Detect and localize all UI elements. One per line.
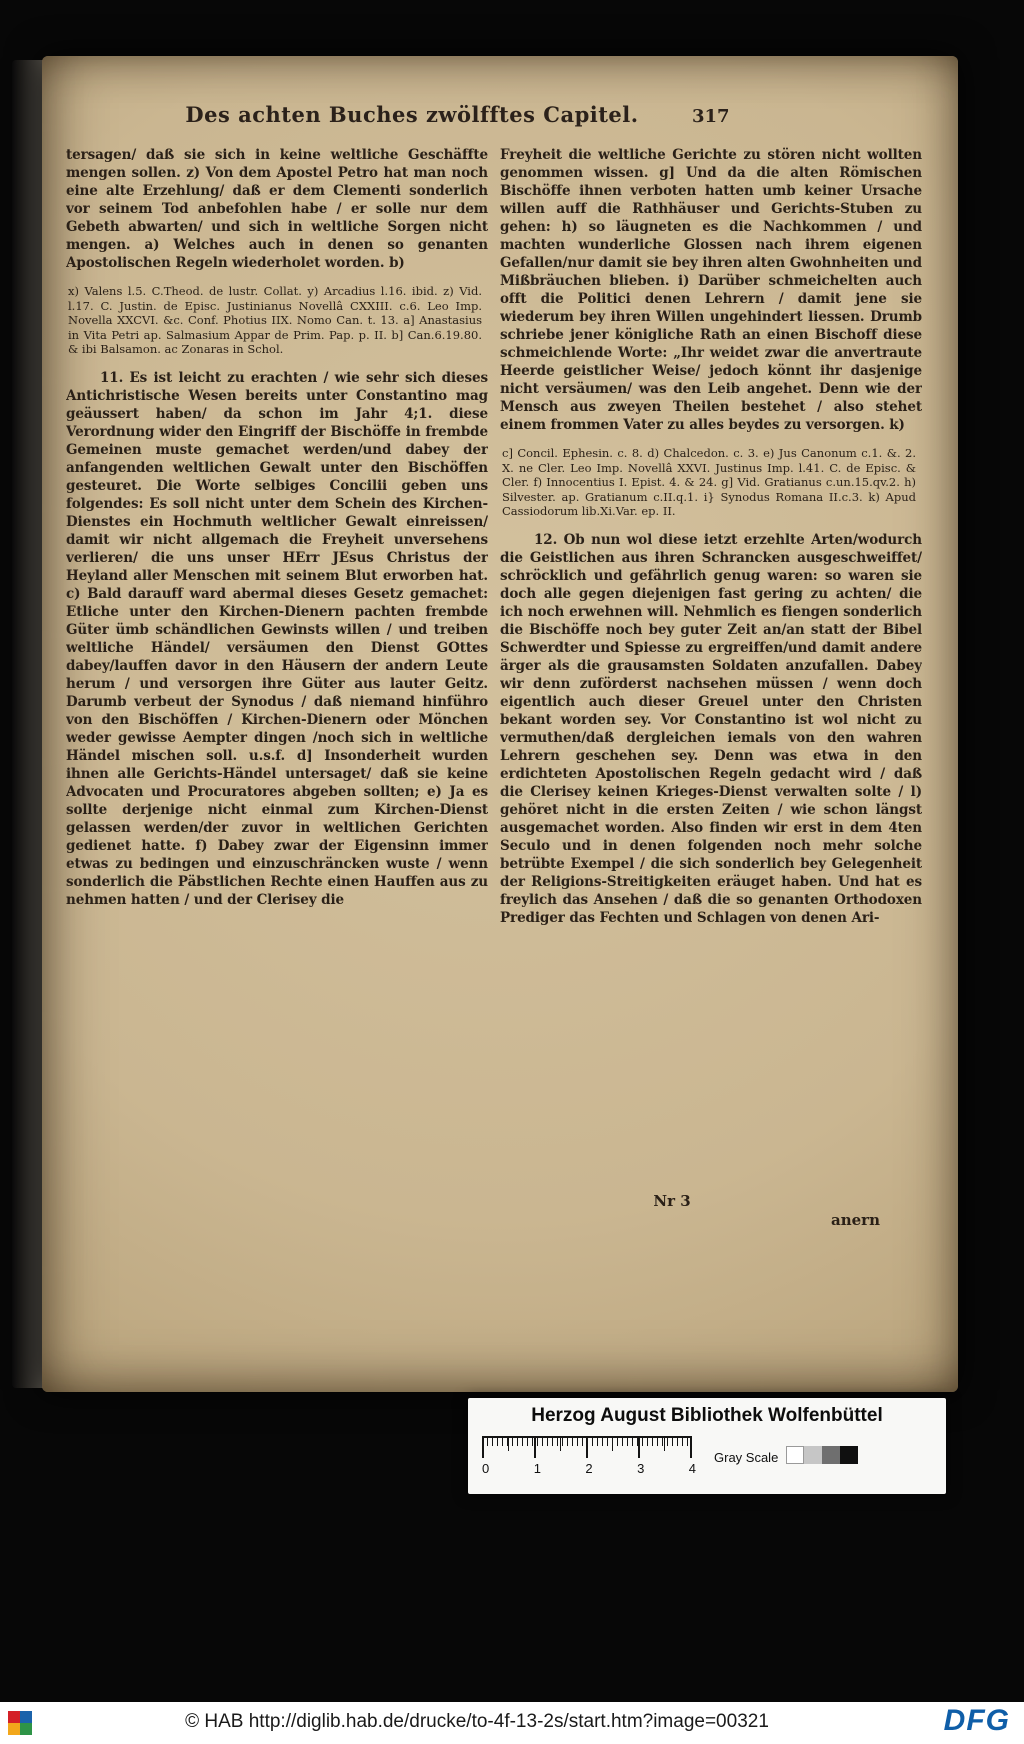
ruler-ticks	[482, 1436, 692, 1460]
gray-scale-swatches	[786, 1446, 858, 1464]
library-name: Herzog August Bibliothek Wolfenbüttel	[531, 1405, 883, 1426]
hab-logo-icon	[8, 1711, 32, 1735]
right-text-column	[500, 146, 922, 1198]
ruler-number: 0	[482, 1461, 490, 1476]
measurement-ruler	[482, 1436, 696, 1476]
library-reference-card	[468, 1398, 946, 1494]
gray-swatch	[786, 1446, 804, 1464]
gray-swatch	[804, 1446, 822, 1464]
gray-swatch	[840, 1446, 858, 1464]
footnote-block: c] Concil. Ephesin. c. 8. d) Chalcedon. c. 3. e) Jus Canonum c.1. &. 2. X. ne Cler. Leo Imp. Novellâ XXVI. Justinus Imp. l.41. C. de Episc. & Cler. f) Innocentius I. Epist. 4. & 24. g] Vid. Gratianus c.un.15.qv.2. h) Silvester. ap. Gratianum c.II.q.1. i} Synodus Romana II.c.3. k) Apud Cassiodorum lib.Xi.Var. ep. II.	[502, 446, 916, 518]
ruler-number: 4	[688, 1461, 696, 1476]
gray-scale-label: Gray Scale	[714, 1450, 779, 1465]
paragraph-section-12: 12. Ob nun wol diese ietzt erzehlte Arten/wodurch die Geistlichen aus ihren Schrancken ausgeschweiffet/ schröcklich und gefährlich genug waren: so waren sie doch alle gegen diejenigen fast gering zu achten/ die ich noch erwehnen will. Nehmlich es fiengen sonderlich die Bischöffe noch bey guter Zeit an/an statt der Bibel Schwerdter und Spiesse zu ergreiffen/und damit andere ärger als die grausamsten Soldaten anzufallen. Dabey wir denn zuförderst nachsehen müssen / wenn doch eigentlich auch dieser Greuel unter den Christen bekant worden sey. Vor Constantino ist wol nicht zu vermuthen/daß dergleichen iemals von den wahren Lehrern geschehen sey. Denn was etwa in den erdichteten Apostolischen Regeln gedacht wird / daß die Clerisey keinen Krieges-Dienst verwalten solte / l) gehöret nicht in die ersten Zeiten / wie schon längst ausgemachet worden. Also finden wir erst in dem 4ten Seculo und in denen folgenden noch mehr solche betrübte Exempel / die sich sonderlich bey Gelegenheit der Religions-Streitigkeiten eräuget haben. Und hat es freylich das Ansehen / daß die so genanten Orthodoxen Prediger das Fechten und Schlagen von denen Ari-	[500, 531, 922, 926]
footnote-block: x) Valens l.5. C.Theod. de lustr. Collat. y) Arcadius l.16. ibid. z) Vid. l.17. C. Justin. de Episc. Justinianus Novellâ CXXIII. c.6. Leo Imp. Novella XXCVI. &c. Conf. Photius IIX. Nomo Can. t. 13. a] Anastasius in Vita Petri ap. Salmasium Appar de Prim. Pap. p. II. b] Can.6.19.80. & ibi Balsamon. ac Zonaras in Schol.	[68, 284, 482, 356]
calibration-row	[482, 1436, 936, 1476]
running-title: Des achten Buches zwölfftes Capitel.	[185, 102, 639, 127]
ruler-number: 1	[533, 1461, 541, 1476]
book-page-scan	[42, 56, 958, 1392]
left-text-column	[66, 146, 488, 1198]
paragraph-continuation: tersagen/ daß sie sich in keine weltliche Geschäffte mengen sollen. z) Von dem Apostel Petro hat man noch eine alte Erzehlung/ daß er dem Clementi sonderlich vor seinem Tod anbefohlen habe / er solle nur dem Gebeth abwarten/ und sich in weltliche Sorgen nicht mengen. a) Welches auch in denen so genanten Apostolischen Regeln wiederholet worden. b)	[66, 147, 488, 271]
ruler-number: 2	[585, 1461, 593, 1476]
gray-swatch	[822, 1446, 840, 1464]
paragraph-continuation: Freyheit die weltliche Gerichte zu stören nicht wollten genommen wissen. g] Und da die alten Römischen Bischöffe ihnen verboten hatten umb keiner Ursache willen auff die Rathhäuser und Gerichts-Stuben zu gehen: h) so läugneten es die Nachkommen / und machten wunderliche Glossen nach ihrem eigenen Gefallen/nur damit sie bey ihren alten Gwohnheiten und Mißbräuchen blieben. i) Darüber schmeichelten auch offt die Politici denen Lehrern / damit jene sie wiederum bey ihren Willen ungehindert liessen. Drumb schriebe jener königliche Rath an einen Bischoff diese schmeichlende Worte: „Ihr weidet zwar die anvertraute Heerde geistlicher Weise/ jedoch könnt ihr dasjenige nicht versäumen/ was den Leib angehet. Denn wie der Mensch aus zweyen Theilen bestehet / also stehet einem frommen Vater zu alles beydes zu versorgen. k)	[500, 147, 922, 433]
ruler-numbers	[482, 1461, 696, 1476]
ruler-number: 3	[637, 1461, 645, 1476]
footer-source-url: © HAB http://diglib.hab.de/drucke/to-4f-13-2s/start.htm?image=00321	[185, 1711, 769, 1732]
paragraph-section-11: 11. Es ist leicht zu erachten / wie sehr sich dieses Antichristische Wesen bereits unter Constantino mag geäussert haben/ da schon im Jahr 4;1. diese Verordnung wider den Eingriff der Bischöffe in frembde Gemeinen muste gemachet werden/und dabey der anfangenden weltlichen Gewalt unter den Bischöffen gesteuret. Die Worte selbiges Concilii geben uns folgendes: Es soll nicht unter dem Schein des Kirchen-Dienstes ein Hochmuth weltlicher Gewalt einreissen/ damit wir nicht allgemach die Freyheit unversehens verlieren/ die uns unser HErr JEsus Christus der Heyland aller Menschen mit seinem Blut erworben hat. c) Bald darauff ward abermal dieses Gesetz gemachet: Etliche unter den Kirchen-Dienern pachten frembde Güter ümb schändlichen Gewinsts willen / und treiben weltliche Händel/ versäumen den Dienst GOttes dabey/lauffen davor in den Häusern der andern Leute herum / und versorgen ihre Güter aus lauter Geitz. Darumb verbeut der Synodus / daß niemand hinführo von den Bischöffen / Kirchen-Dienern oder Mönchen weder gewisse Aempter dingen /noch sich in weltliche Händel mischen soll. u.s.f. d] Insonderheit wurden ihnen alle Gerichts-Händel untersaget/ daß sie keine Advocaten und Procuratores abgeben sollten; e) Ja es sollte derjenige nicht einmal zum Kirchen-Dienst gelassen werden/der zuvor in weltlichen Gerichten gedienet hatte. f) Dabey zwar der Eigensinn immer etwas zu bedingen und einzuschräncken wuste / wenn sonderlich die Päbstlichen Rechte einen Hauffen aus zu nehmen hatten / und der Clerisey die	[66, 369, 488, 908]
page-number: 317	[692, 106, 730, 127]
catchword: anern	[831, 1211, 880, 1229]
signature-mark: Nr 3	[653, 1192, 691, 1210]
dfg-logo: DFG	[943, 1704, 1010, 1737]
footer-bar	[0, 1702, 1024, 1744]
